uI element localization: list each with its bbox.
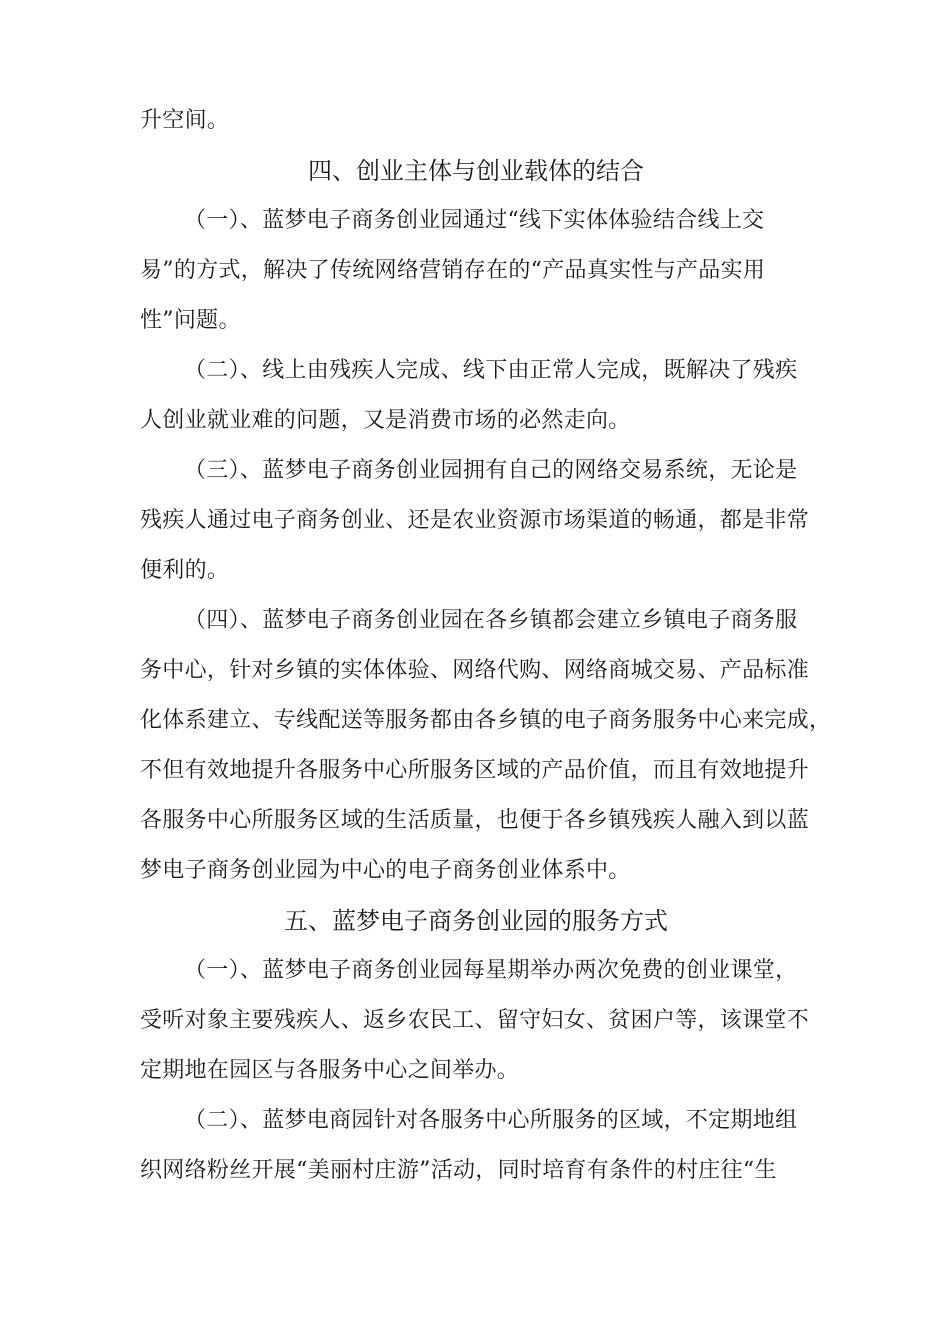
paragraph-4-1-line: 易”的方式，解决了传统网络营销存在的“产品真实性与产品实用 — [140, 258, 766, 283]
paragraph-4-1-line: （一）、蓝梦电子商务创业园通过“线下实体体验结合线上交 — [184, 208, 765, 233]
paragraph-4-2-line: 人创业就业难的问题，又是消费市场的必然走向。 — [140, 408, 631, 433]
paragraph-4-3-line: （三）、蓝梦电子商务创业园拥有自己的网络交易系统，无论是 — [184, 458, 798, 483]
paragraph-5-2-line: 织网络粉丝开展“美丽村庄游”活动，同时培育有条件的村庄往“生 — [140, 1158, 777, 1183]
paragraph-4-1-line: 性”问题。 — [140, 308, 241, 333]
paragraph-4-4-line: 化体系建立、专线配送等服务都由各乡镇的电子商务服务中心来完成， — [140, 708, 832, 733]
paragraph-5-1-line: 定期地在园区与各服务中心之间举办。 — [140, 1058, 520, 1083]
paragraph-4-4-line: （四）、蓝梦电子商务创业园在各乡镇都会建立乡镇电子商务服 — [184, 608, 798, 633]
document-page — [140, 96, 832, 1196]
paragraph-4-3-line: 便利的。 — [140, 558, 230, 583]
section-heading-4: 四、创业主体与创业载体的结合 — [308, 157, 644, 185]
paragraph-4-3-line: 残疾人通过电子商务创业、还是农业资源市场渠道的畅通，都是非常 — [140, 508, 810, 533]
paragraph-4-2-line: （二）、线上由残疾人完成、线下由正常人完成，既解决了残疾 — [184, 358, 798, 383]
paragraph-5-1-line: （一）、蓝梦电子商务创业园每星期举办两次免费的创业课堂， — [184, 958, 798, 983]
paragraph-5-1-line: 受听对象主要残疾人、返乡农民工、留守妇女、贫困户等，该课堂不 — [140, 1008, 810, 1033]
paragraph-4-4-line: 务中心，针对乡镇的实体体验、网络代购、网络商城交易、产品标准 — [140, 658, 810, 683]
paragraph-4-4-line: 梦电子商务创业园为中心的电子商务创业体系中。 — [140, 858, 631, 883]
paragraph-5-2-line: （二）、蓝梦电商园针对各服务中心所服务的区域，不定期地组 — [184, 1108, 798, 1133]
section-heading-5: 五、蓝梦电子商务创业园的服务方式 — [284, 907, 668, 935]
paragraph-4-4-line: 不但有效地提升各服务中心所服务区域的产品价值，而且有效地提升 — [140, 758, 810, 783]
paragraph-line: 升空间。 — [140, 108, 230, 133]
paragraph-4-4-line: 各服务中心所服务区域的生活质量，也便于各乡镇残疾人融入到以蓝 — [140, 808, 810, 833]
